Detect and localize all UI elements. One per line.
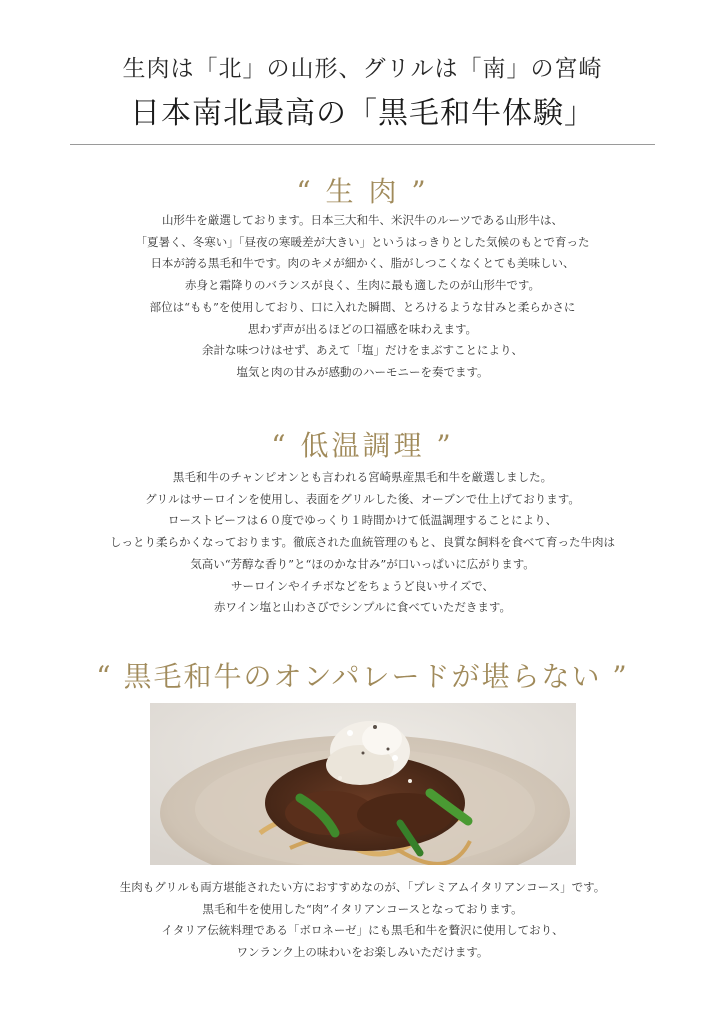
section-heading-low-temp: “ 低温調理 ”: [271, 429, 454, 462]
section-heading-raw-meat: “ 生 肉 ”: [296, 175, 429, 208]
body-line: 「夏暑く、冬寒い」「昼夜の寒暖差が大きい」というはっきりとした気候のもとで育った: [135, 234, 590, 249]
body-line: 部位は“もも”を使用しており、口に入れた瞬間、とろけるような甘みと柔らかさに: [149, 299, 576, 314]
body-line: 塩気と肉の甘みが感動のハーモニーを奏でます。: [236, 364, 489, 379]
section-body-low-temp: [40, 467, 685, 619]
body-line: しっとり柔らかくなっております。徹底された血統管理のもと、良質な飼料を食べて育った牛肉は: [109, 535, 616, 550]
body-line: 山形牛を厳選しております。日本三大和牛、米沢牛のルーツである山形牛は、: [161, 213, 564, 227]
body-line: 黒毛和牛のチャンピオンとも言われる宮崎県産黒毛和牛を厳選しました。: [172, 470, 553, 484]
body-line: 気高い“芳醇な香り”と“ほのかな甘み”が口いっぱいに広がります。: [190, 556, 535, 571]
body-line: ワンランク上の味わいをお楽しみいただけます。: [236, 945, 489, 960]
body-line: グリルはサーロインを使用し、表面をグリルした後、オーブンで仕上げております。: [145, 491, 580, 506]
body-line: ローストビーフは６０度でゆっくり１時間かけて低温調理することにより、: [167, 513, 558, 528]
page-subtitle: 生肉は「北」の山形、グリルは「南」の宮崎: [122, 56, 603, 82]
body-line: 赤ワイン塩と山わさびでシンプルに食べていただきます。: [214, 600, 511, 615]
body-line: 日本が誇る黒毛和牛です。肉のキメが細かく、脂がしつこくなくとても美味しい、: [150, 256, 575, 271]
body-line: サーロインやイチボなどをちょうど良いサイズで、: [230, 578, 494, 593]
title-divider: [70, 144, 655, 145]
body-line: 思わず声が出るほどの口福感を味わえます。: [247, 321, 478, 336]
section-heading-wagyu-parade: “ 黒毛和牛のオンパレードが堪らない ”: [96, 660, 629, 693]
body-line: イタリア伝統料理である「ボロネーゼ」にも黒毛和牛を贅沢に使用しており、: [161, 923, 564, 938]
body-line: 余計な味つけはせず、あえて「塩」だけをまぶすことにより、: [201, 343, 524, 358]
body-line: 生肉もグリルも両方堪能されたい方におすすめなのが、「プレミアムイタリアンコース」です。: [119, 880, 606, 894]
bolognese-dish-photo: [150, 703, 576, 865]
page-title: 日本南北最高の「黒毛和牛体験」: [130, 96, 595, 131]
section-body-wagyu-parade: [40, 877, 685, 964]
section-body-raw-meat: [40, 210, 685, 384]
body-line: 赤身と霜降りのバランスが良く、生肉に最も適したのが山形牛です。: [184, 278, 540, 293]
body-line: 黒毛和牛を使用した“肉”イタリアンコースとなっております。: [202, 901, 523, 916]
